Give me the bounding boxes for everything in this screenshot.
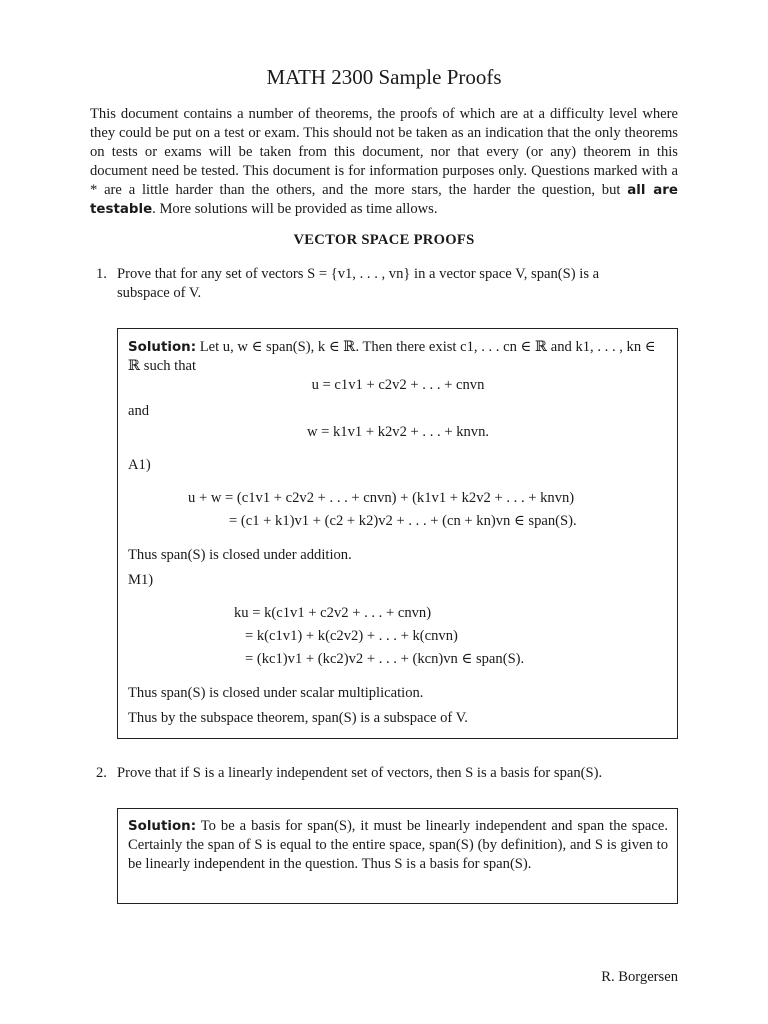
question-1-text-line1: Prove that for any set of vectors S = {v1, . . . , vn} in a vector space V, span(S) is a [117, 266, 600, 282]
question-2-text: Prove that if S is a linearly independent set of vectors, then S is a basis for span(S). [117, 765, 603, 781]
intro-paragraph [90, 105, 678, 219]
closed-under-addition: Thus span(S) is closed under addition. [128, 547, 352, 563]
document-title: MATH 2300 Sample Proofs [266, 65, 502, 89]
closed-under-scalar-multiplication: Thus span(S) is closed under scalar multiplication. [128, 685, 424, 701]
question-2 [96, 764, 678, 783]
section-title: VECTOR SPACE PROOFS [293, 232, 475, 248]
intro-text-part1: This document contains a number of theorems, the proofs of which are at a difficulty level where they could be put on a test or exam. This should not be taken as an indication that the only theorems on tests or exams will be taken from this document, nor that every (or any) theorem in this document need be tested. This document is for information purposes only. Questions marked with a * are a little harder than the others, and the more stars, the harder the question, but [90, 106, 678, 198]
solution-1-and: and [128, 403, 150, 419]
multiplication-line-2: = k(c1v1) + k(c2v2) + . . . + k(cnvn) [245, 628, 458, 644]
axiom-a1-label: A1) [128, 457, 151, 473]
solution-2-text [128, 817, 668, 874]
addition-line-2: = (c1 + k1)v1 + (c2 + k2)v2 + . . . + (cn + kn)vn ∈ span(S). [229, 513, 577, 529]
question-2-number: 2. [96, 765, 107, 781]
author-name: R. Borgersen [601, 969, 678, 985]
equation-w: w = k1v1 + k2v2 + . . . + knvn. [306, 424, 490, 440]
multiplication-line-3: = (kc1)v1 + (kc2)v2 + . . . + (kcn)vn ∈ span(S). [245, 651, 525, 667]
solution-1-label: Solution: [128, 340, 197, 355]
solution-2-body: To be a basis for span(S), it must be linearly independent and span the space. Certainly the span of S is equal to the entire space, span(S) (by definition), and S is given to be linearly independent in the question. Thus S is a basis for span(S). [128, 818, 668, 872]
solution-1-conclusion: Thus by the subspace theorem, span(S) is a subspace of V. [128, 710, 468, 726]
equation-u: u = c1v1 + c2v2 + . . . + cnvn [311, 377, 485, 393]
question-1 [96, 265, 678, 303]
question-1-number: 1. [96, 266, 107, 282]
addition-line-1: u + w = (c1v1 + c2v2 + . . . + cnvn) + (k1v1 + k2v2 + . . . + knvn) [188, 490, 575, 506]
solution-2-label: Solution: [128, 819, 197, 834]
axiom-m1-label: M1) [128, 572, 154, 588]
solution-1-line1-text: Let u, w ∈ span(S), k ∈ ℝ. Then there exist c1, . . . cn ∈ ℝ and k1, . . . , kn ∈ [199, 339, 656, 355]
solution-1-line2: ℝ such that [128, 358, 197, 374]
intro-bold-phrase: all are testable [90, 183, 678, 217]
question-1-text-line2: subspace of V. [117, 285, 202, 301]
solution-1-line1 [128, 338, 668, 357]
intro-text-part2: . More solutions will be provided as time allows. [152, 201, 438, 217]
multiplication-line-1: ku = k(c1v1 + c2v2 + . . . + cnvn) [234, 605, 432, 621]
